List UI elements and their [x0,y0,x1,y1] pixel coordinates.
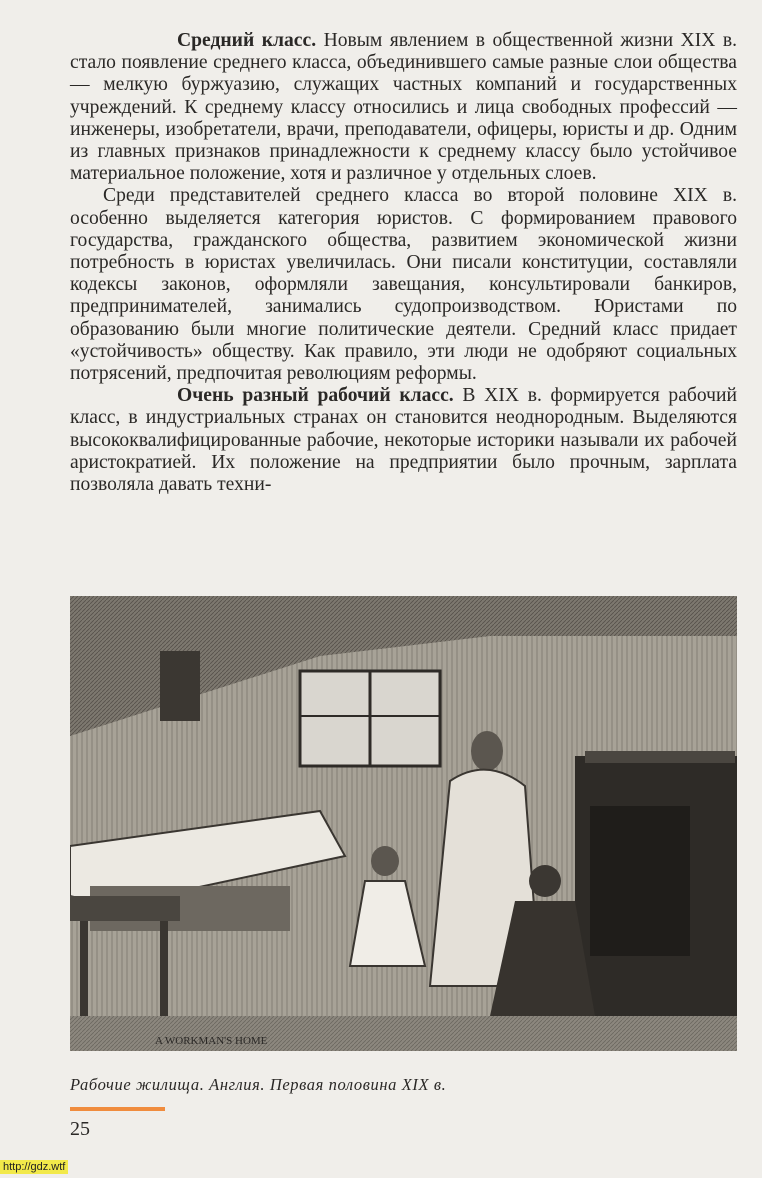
watermark-link[interactable]: http://gdz.wtf [0,1160,68,1174]
paragraph-text: Среди представителей среднего класса во второй половине XIX в. особенно выделяется категория юристов. С формированием правового государства, гражданского общества, развитием экономической жизни потребность в юристах увеличилась. Они писали конституции, составляли кодексы законов, оформляли завещания, консультировали банкиров, предпринимателей, занимались судопроизводством. Юристами по образованию были многие политические деятели. Средний класс придает «устойчивость» обществу. Как правило, эти люди не одобряют социальных потрясений, предпочитая революциям реформы. [70,185,737,385]
paragraph-text: В XIX в. формируется рабочий класс, в индустриальных странах он становится неоднородным. Выделяются высококвалифицированные рабочие, некоторые историки называли их рабочей аристократией. Их положение на предприятии было прочным, зарплата позволяла давать техни- [70,385,737,496]
engraving-inscription: A WORKMAN'S HOME [155,1035,268,1047]
paragraph-middle-class [70,30,737,185]
workmans-home-engraving [70,596,737,1051]
body-text [70,30,737,496]
paragraph-text: Новым явлением в общественной жизни XIX в. стало появление среднего класса, объединившего самые разные слои общества — мелкую буржуазию, служащих частных компаний и государственных учреждений. К среднему классу относились и лица свободных профессий — инженеры, изобретатели, врачи, преподаватели, офицеры, юристы и др. Одним из главных признаков принадлежности к среднему классу было устойчивое материальное положение, хотя и различное у отдельных слоев. [70,30,737,185]
paragraph-working-class [70,385,737,496]
paragraph-lawyers [70,185,737,385]
figure-caption: Рабочие жилища. Англия. Первая половина XIX в. [70,1075,447,1094]
heading-working-class: Очень разный рабочий класс. [177,385,454,407]
accent-rule [70,1107,165,1111]
page-number: 25 [70,1118,90,1140]
engraving-illustration [70,596,737,1051]
heading-middle-class: Средний класс. [177,30,317,51]
